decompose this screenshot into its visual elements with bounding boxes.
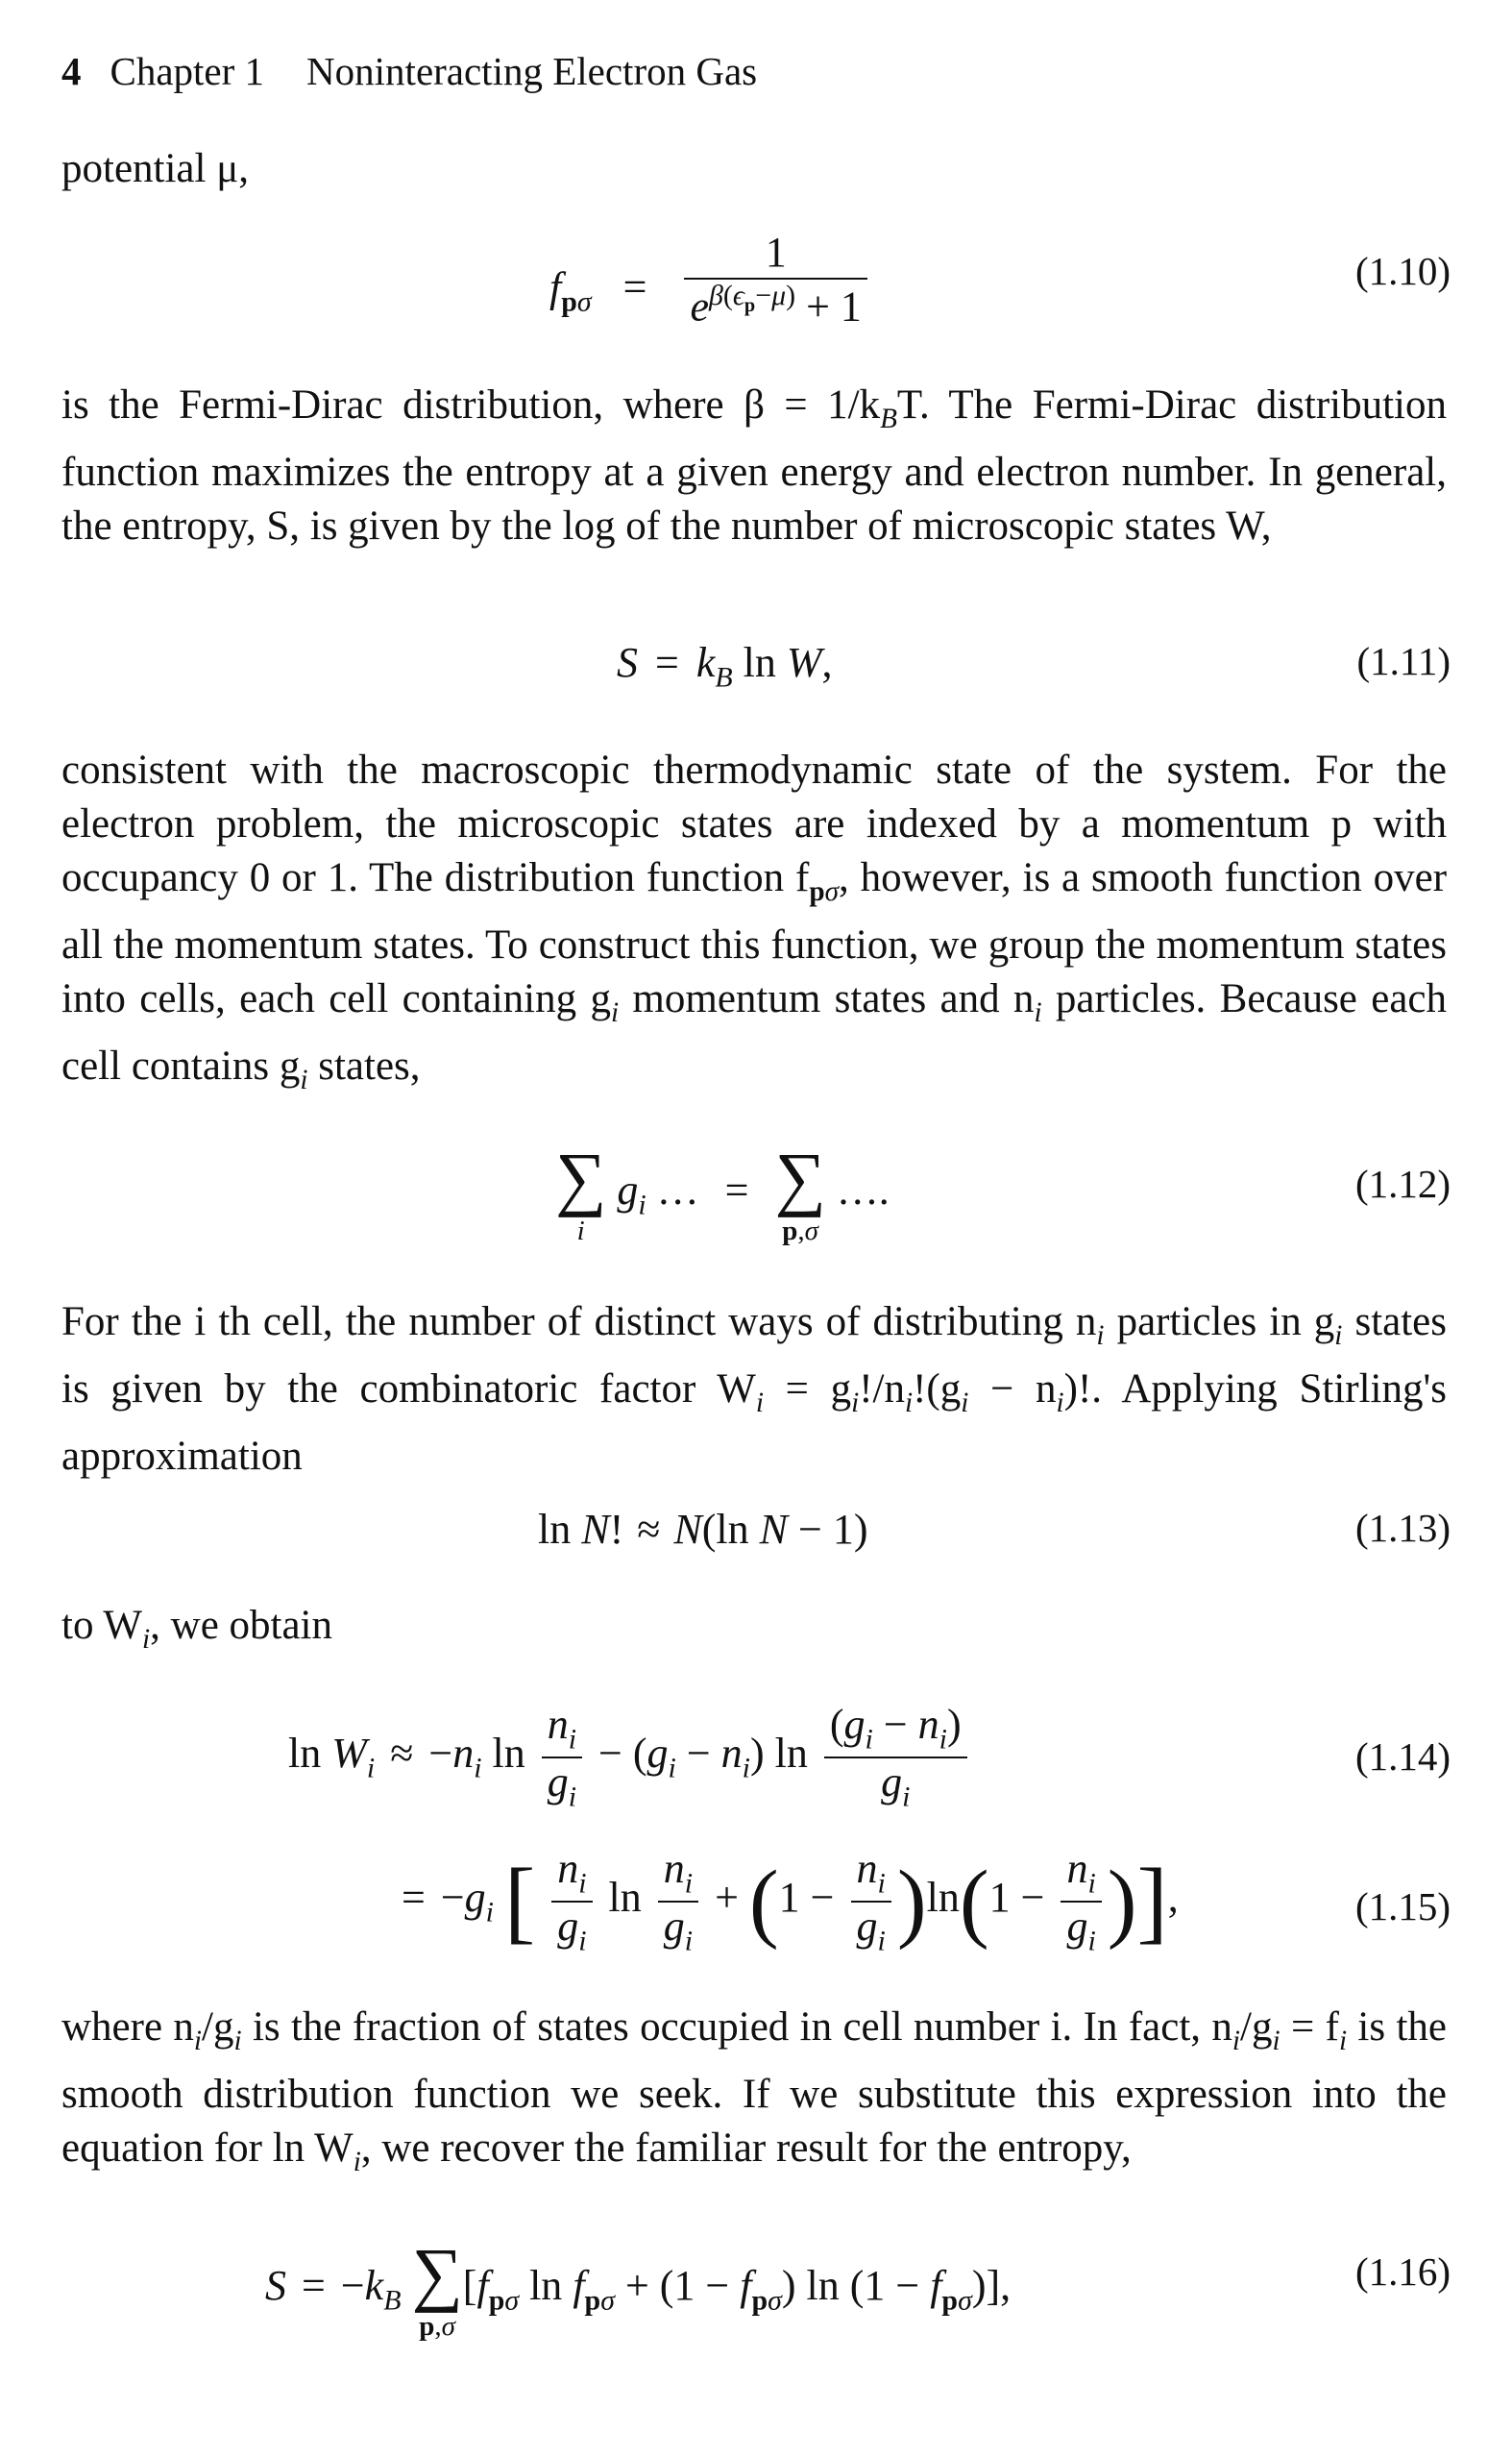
equation-number: (1.13) bbox=[1354, 1506, 1451, 1550]
text-microstates-e: states, bbox=[307, 1044, 421, 1090]
paragraph-fraction: where $n_i/g_i$ is the fraction of states occupied in cell number i. In fact, $n_i/g_i = f_i$ is the smooth distribution function we seek. If we substitute this expression into the equation for $\ln W_i$, we recover the familiar result for the entropy, bbox=[61, 2004, 1448, 2178]
text-fraction-a: where n bbox=[61, 2004, 194, 2050]
eq-1-12-body: ∑ i $g_i$ … = ∑ p,σ …. bbox=[555, 1139, 890, 1246]
text-combinatorics-h: )!. Applying Stirling's approximation bbox=[61, 1366, 1447, 1480]
text-fraction-c: is the fraction of states occupied in cell number i. In fact, n bbox=[241, 2004, 1232, 2050]
text-combinatorics-f: !(g bbox=[913, 1366, 962, 1413]
text-fraction-g: , we recover the familiar result for the entropy, bbox=[360, 2125, 1132, 2172]
text-fraction-f: is the smooth distribution function we seek. If we substitute this expression into the equation for ln W bbox=[61, 2004, 1448, 2172]
text-microstates-c: momentum states and n bbox=[619, 976, 1035, 1022]
chapter-title: Noninteracting Electron Gas bbox=[306, 49, 758, 93]
paragraph-combinatorics: For the i th cell, the number of distinct ways of distributing $n_i$ particles in $g_i$ states is given by the combinatoric factor $W_i = g_i!/n_i!(g_i - n_i)$!. Applying Stirling's approximation bbox=[61, 1299, 1447, 1480]
paragraph-to-wi: to $W_i$, we obtain bbox=[61, 1603, 333, 1656]
text-microstates-b: , however, is a smooth function over all the momentum states. To construct this function, we group the momentum states into cells, each cell containing g bbox=[61, 855, 1448, 1022]
equation-number: (1.14) bbox=[1354, 1734, 1451, 1779]
running-header bbox=[61, 44, 757, 98]
text-combinatorics-b: particles in g bbox=[1104, 1299, 1335, 1344]
eq-1-13-body: ln N! ≈ N(ln N − 1) bbox=[538, 1506, 868, 1553]
equation-number: (1.11) bbox=[1356, 639, 1451, 683]
equation-number: (1.10) bbox=[1354, 249, 1451, 293]
text-microstates-a: consistent with the macroscopic thermodynamic state of the system. For the electron problem, the microscopic states are indexed by a momentum p with occupancy 0 or 1. The distribution function f bbox=[61, 748, 1447, 900]
equation-number: (1.16) bbox=[1354, 2249, 1451, 2294]
text-fraction-b: /g bbox=[202, 2004, 234, 2050]
eq-1-16-body: $S = -k_B$ ∑ p,σ [$f_{p\sigma}$ $\ln f_{p\sigma} + (1 - f_{p\sigma})$ $\ln (1 - f_{p\sigma})$], bbox=[265, 2234, 1012, 2342]
eq-1-14-body: $\ln W_i \approx -n_i$ ln $\frac{n_i}{g_i}$ − $(g_i - n_i)$ ln $\frac{(g_i - n_i)}{g_i}$ bbox=[288, 1701, 973, 1814]
paragraph-potential bbox=[61, 142, 1447, 196]
text-fermi-dirac-b: T. The Fermi-Dirac distribution function maximizes the entropy at a given energy and electron number. In general, the entropy, S, is given by the log of the number of microscopic states W, bbox=[61, 382, 1447, 550]
text-combinatorics-g: − n bbox=[968, 1366, 1057, 1413]
page-number: 4 bbox=[61, 49, 82, 93]
equation-number: (1.15) bbox=[1354, 1884, 1451, 1929]
text-potential: potential μ, bbox=[61, 146, 250, 191]
eq-1-10-body: $f_{p\sigma}$ = $\frac{1}{e^{\beta(\epsilon_p-\mu)} + 1}$ bbox=[549, 229, 873, 332]
text-microstates-d: particles. Because each cell contains g bbox=[61, 976, 1447, 1090]
text-to-wi-a: to W bbox=[61, 1603, 143, 1648]
eq-1-15-body: = $-g_i$ [ $\frac{n_i}{g_i}$ ln $\frac{n_i}{g_i}$ + (1 − $\frac{n_i}{g_i}$ )ln(1 − $\frac{n_i}{g_i}$ )], bbox=[402, 1845, 1179, 1957]
text-fraction-d: /g bbox=[1240, 2004, 1273, 2050]
equation-number: (1.12) bbox=[1354, 1162, 1451, 1206]
text-combinatorics-a: For the i th cell, the number of distinct ways of distributing n bbox=[61, 1299, 1097, 1344]
text-fraction-e: = f bbox=[1280, 2004, 1339, 2050]
text-fermi-dirac-a: is the Fermi-Dirac distribution, where β = 1/k bbox=[61, 382, 881, 428]
paragraph-microstates: consistent with the macroscopic thermodynamic state of the system. For the electron problem, the microscopic states are indexed by a momentum p with occupancy 0 or 1. The distribution function $f_{p\sigma}$, however, is a smooth function over all the momentum states. To construct this function, we group the momentum states into cells, each cell containing $g_i$ momentum states and $n_i$ particles. Because each cell contains $g_i$ states, bbox=[61, 748, 1448, 1096]
text-to-wi-b: , we obtain bbox=[150, 1603, 333, 1648]
text-combinatorics-c: states is given by the combinatoric factor W bbox=[61, 1299, 1447, 1413]
text-combinatorics-e: !/n bbox=[859, 1366, 905, 1413]
text-combinatorics-d: = g bbox=[763, 1366, 852, 1413]
chapter-label: Chapter 1 bbox=[110, 49, 265, 93]
eq-1-11-body: $S = k_B$ ln W, bbox=[617, 639, 833, 694]
paragraph-fermi-dirac: is the Fermi-Dirac distribution, where $\beta = 1/k_BT$. The Fermi-Dirac distribution function maximizes the entropy at a given energy and electron number. In general, the entropy, S, is given by the log of the number of microscopic states W, bbox=[61, 382, 1447, 550]
